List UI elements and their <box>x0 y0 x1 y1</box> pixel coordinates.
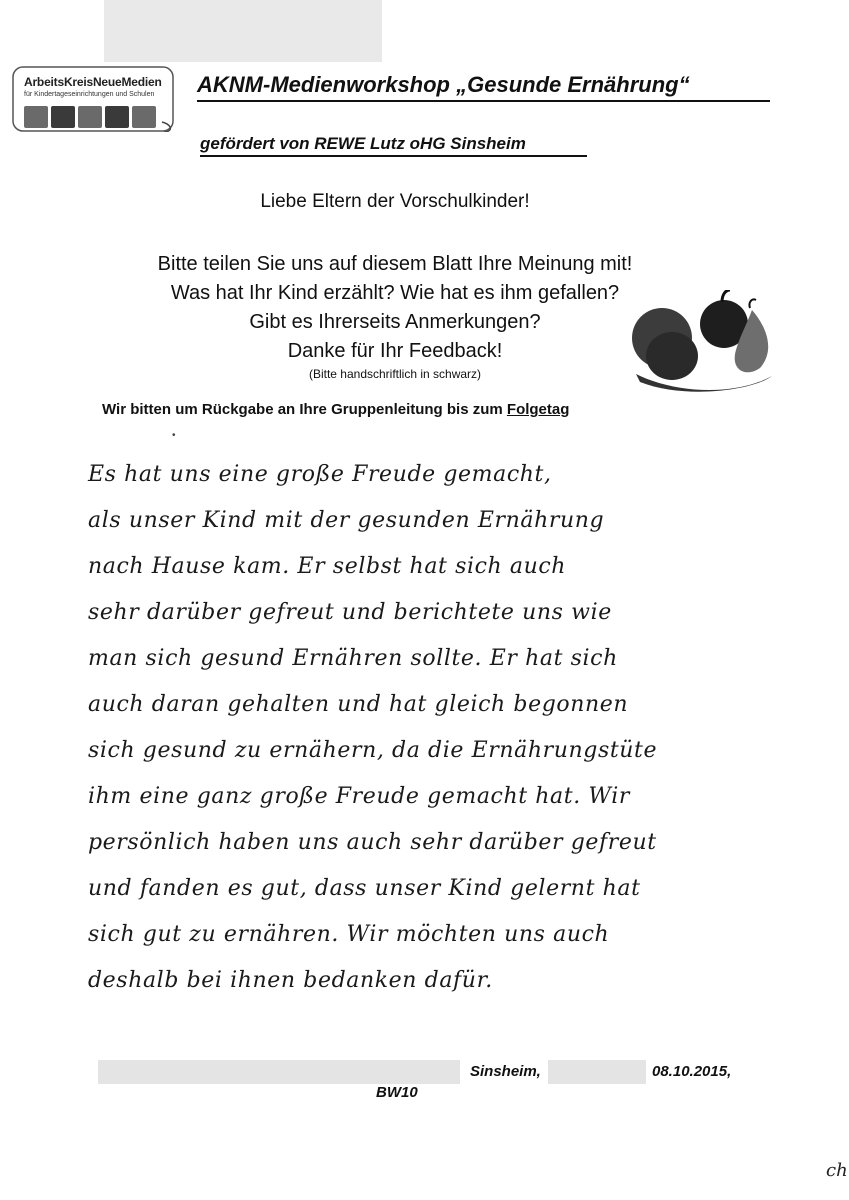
handwritten-line: sehr darüber gefreut und berichtete uns wie <box>88 600 612 625</box>
logo-line2: für Kindertageseinrichtungen und Schulen <box>24 91 155 98</box>
redacted-name <box>98 1060 460 1084</box>
handwritten-line: als unser Kind mit der gesunden Ernährung <box>88 508 605 533</box>
greeting: Liebe Eltern der Vorschulkinder! <box>260 191 530 212</box>
sponsor-underline <box>200 155 587 157</box>
handwritten-line: deshalb bei ihnen bedanken dafür. <box>88 968 493 993</box>
intro-line-3: Gibt es Ihrerseits Anmerkungen? <box>249 311 541 333</box>
return-text: Wir bitten um Rückgabe an Ihre Gruppenleitung bis zum <box>102 401 507 418</box>
page-title: AKNM-Medienworkshop „Gesunde Ernährung“ <box>197 72 690 97</box>
handwritten-line: auch daran gehalten und hat gleich begonnen <box>88 692 629 717</box>
sponsor-line: gefördert von REWE Lutz oHG Sinsheim <box>200 134 526 153</box>
handwritten-line: ihm eine ganz große Freude gemacht hat. Wir <box>88 784 630 809</box>
signature-place: Sinsheim, <box>470 1063 541 1080</box>
group-code: BW10 <box>376 1084 418 1101</box>
logo-line1: ArbeitsKreisNeueMedien <box>24 75 162 89</box>
signature-date: 08.10.2015, <box>652 1063 732 1080</box>
handwritten-line: sich gesund zu ernähern, da die Ernährungstüte <box>88 738 658 763</box>
handwritten-line: persönlich haben uns auch sehr darüber gefreut <box>88 830 657 855</box>
logo-blocks <box>24 106 156 128</box>
handwriting-hint: (Bitte handschriftlich in schwarz) <box>308 367 482 381</box>
intro-line-2: Was hat Ihr Kind erzählt? Wie hat es ihm gefallen? <box>170 282 620 304</box>
handwritten-feedback <box>88 452 778 1004</box>
intro-line-1: Bitte teilen Sie uns auf diesem Blatt Ihre Meinung mit! <box>157 253 633 275</box>
handwritten-line: nach Hause kam. Er selbst hat sich auch <box>88 554 567 579</box>
handwritten-line: und fanden es gut, dass unser Kind gelernt hat <box>88 876 641 901</box>
title-underline <box>197 100 770 102</box>
fruit-illustration <box>626 290 776 400</box>
handwritten-line: man sich gesund Ernähren sollte. Er hat sich <box>88 646 618 671</box>
corner-handwritten-mark: ch <box>826 1160 848 1181</box>
return-deadline: Folgetag <box>506 401 570 418</box>
intro-line-4: Danke für Ihr Feedback! <box>287 340 503 362</box>
stray-mark: • <box>172 430 176 441</box>
redacted-field <box>548 1060 646 1084</box>
return-instruction <box>102 401 569 418</box>
handwritten-line: sich gut zu ernähren. Wir möchten uns auch <box>88 922 610 947</box>
handwritten-line: Es hat uns eine große Freude gemacht, <box>88 462 552 487</box>
redacted-area-top <box>104 0 382 62</box>
